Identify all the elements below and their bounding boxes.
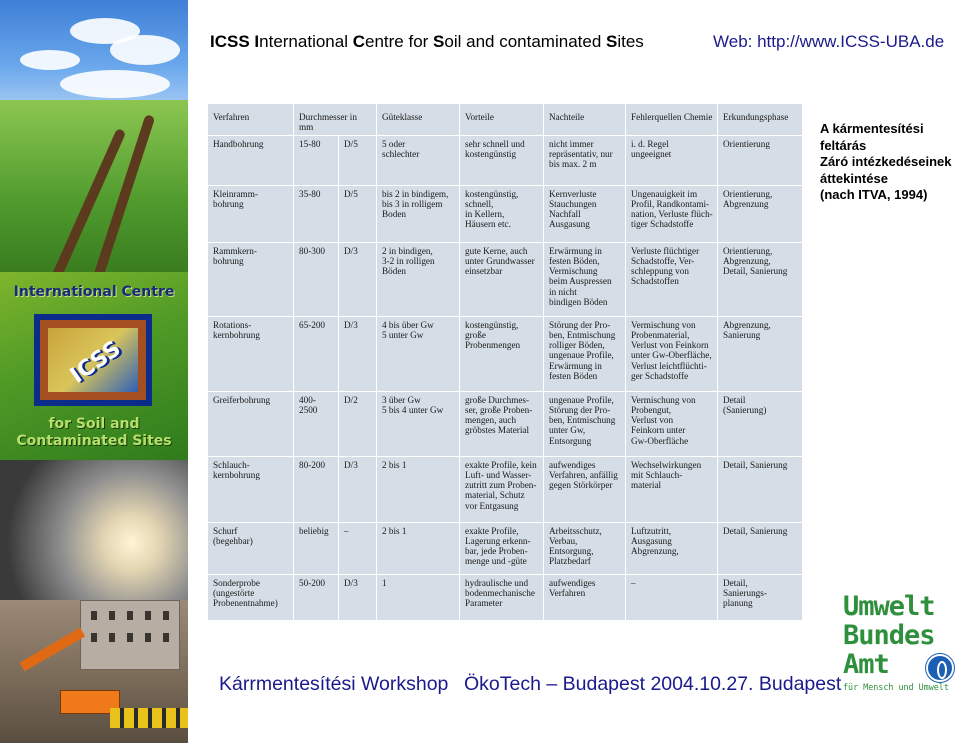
table-cell: 2 in bindigen, 3-2 in rolligen Böden <box>377 242 460 316</box>
table-cell: Detail, Sanierung <box>718 456 803 522</box>
table-cell: bis 2 in bindigem, bis 3 in rolligem Boden <box>377 185 460 242</box>
table-cell: kostengünstig, große Probenmengen <box>460 316 544 391</box>
table-cell: D/3 <box>339 574 377 625</box>
logo-text-top: International Centre <box>13 284 175 300</box>
table-cell: 2 bis 1 <box>377 456 460 522</box>
table-cell: hydraulische und bodenmechanische Parameter <box>460 574 544 625</box>
table-cell: 5 oder schlechter <box>377 135 460 185</box>
table-cell: ungenaue Profile, Störung der Pro- ben, Entmischung unter Gw, Entsorgung <box>544 391 626 456</box>
table-cell: 2 bis 1 <box>377 522 460 574</box>
table-cell: Handbohrung <box>208 135 294 185</box>
globe-icon <box>926 654 954 682</box>
column-header: Vorteile <box>460 104 544 136</box>
column-header: Nachteile <box>544 104 626 136</box>
table-row <box>208 456 803 522</box>
table-cell: Kleinramm- bohrung <box>208 185 294 242</box>
column-header: Verfahren <box>208 104 294 136</box>
table-cell: i. d. Regel ungeeignet <box>626 135 718 185</box>
table-cell: kostengünstig, schnell, in Kellern, Häusern etc. <box>460 185 544 242</box>
table-row <box>208 316 803 391</box>
table-cell: nicht immer repräsentativ, nur bis max. 2 m <box>544 135 626 185</box>
table-cell: exakte Profile, kein Luft- und Wasser- zutritt zum Proben- material, Schutz vor Entgasung <box>460 456 544 522</box>
table-cell: 15-80 <box>294 135 339 185</box>
table-cell: 65-200 <box>294 316 339 391</box>
table-row <box>208 391 803 456</box>
column-header: Güteklasse <box>377 104 460 136</box>
table-cell: Erwärmung in festen Böden, Vermischung beim Auspressen in nicht bindigen Böden <box>544 242 626 316</box>
table-cell: Luftzutritt, Ausgasung Abgrenzung, <box>626 522 718 574</box>
footer-event: ÖkoTech – Budapest 2004.10.27. Budapest <box>464 673 842 695</box>
table-cell: 35-80 <box>294 185 339 242</box>
table-row <box>208 574 803 625</box>
table-row <box>208 522 803 574</box>
table-cell: – <box>339 522 377 574</box>
table-cell: Orientierung, Abgrenzung, Detail, Sanierung <box>718 242 803 316</box>
table-cell: Schlauch- kernbohrung <box>208 456 294 522</box>
page-title: ICSS International Centre for Soil and contaminated Sites <box>210 32 644 51</box>
table-cell: Detail, Sanierungs- planung <box>718 574 803 625</box>
logo-text-bottom: for Soil and Contaminated Sites <box>16 416 172 449</box>
table-cell: Orientierung <box>718 135 803 185</box>
web-link[interactable]: Web: http://www.ICSS-UBA.de <box>713 32 945 51</box>
column-header: Durchmesser in mm <box>294 104 377 136</box>
table-cell: D/5 <box>339 185 377 242</box>
table-cell: Wechselwirkungen mit Schlauch- material <box>626 456 718 522</box>
table-cell: große Durchmes- ser, große Proben- mengen, auch gröbstes Material <box>460 391 544 456</box>
table-cell: Schurf (begehbar) <box>208 522 294 574</box>
table-row <box>208 135 803 185</box>
drilling-methods-table <box>207 103 802 620</box>
table-cell: 3 über Gw 5 bis 4 unter Gw <box>377 391 460 456</box>
table-cell: Orientierung, Abgrenzung <box>718 185 803 242</box>
table-cell: Rammkern- bohrung <box>208 242 294 316</box>
table-cell: 1 <box>377 574 460 625</box>
table-cell: Abgrenzung, Sanierung <box>718 316 803 391</box>
table-row <box>208 242 803 316</box>
table-cell: D/3 <box>339 242 377 316</box>
table-cell: beliebig <box>294 522 339 574</box>
table-cell: Sonderprobe (ungestörte Probenentnahme) <box>208 574 294 625</box>
sun-clouds-photo <box>0 460 188 610</box>
table-cell: Greiferbohrung <box>208 391 294 456</box>
table-row <box>208 185 803 242</box>
left-photo-strip <box>0 0 188 743</box>
table-cell: Störung der Pro- ben, Entmischung rolliger Böden, ungenaue Profile, Erwärmung in festen Böden <box>544 316 626 391</box>
table-cell: D/3 <box>339 316 377 391</box>
table-cell: 50-200 <box>294 574 339 625</box>
table-cell: Vermischung von Probengut, Verlust von Feinkorn unter Gw-Oberfläche <box>626 391 718 456</box>
table-cell: Arbeitsschutz, Verbau, Entsorgung, Platzbedarf <box>544 522 626 574</box>
table-cell: Detail (Sanierung) <box>718 391 803 456</box>
table-cell: 80-300 <box>294 242 339 316</box>
table-cell: D/5 <box>339 135 377 185</box>
icss-logo <box>0 272 188 460</box>
umweltbundesamt-logo: Umwelt Bundes Amt für Mensch und Umwelt <box>843 593 958 693</box>
table-cell: – <box>626 574 718 625</box>
table-header-row <box>208 104 803 136</box>
table-cell: 400-2500 <box>294 391 339 456</box>
logo-center-text: ICSS <box>65 336 126 389</box>
table-cell: Verluste flüchtiger Schadstoffe, Ver- schleppung von Schadstoffen <box>626 242 718 316</box>
field-photo <box>0 100 188 272</box>
table-cell: aufwendiges Verfahren, anfällig gegen Störkörper <box>544 456 626 522</box>
table-cell: 4 bis über Gw 5 unter Gw <box>377 316 460 391</box>
column-header: Erkundungsphase <box>718 104 803 136</box>
table-cell: Detail, Sanierung <box>718 522 803 574</box>
table-cell: Vermischung von Probenmaterial, Verlust von Feinkorn unter Gw-Oberfläche, Verlust leichtflüchti- ger Schadstoffe <box>626 316 718 391</box>
column-header: Fehlerquellen Chemie <box>626 104 718 136</box>
table-cell: gute Kerne, auch unter Grundwasser einsetzbar <box>460 242 544 316</box>
table-cell: Kernverluste Stauchungen Nachfall Ausgasung <box>544 185 626 242</box>
sky-photo <box>0 0 188 110</box>
table-cell: D/2 <box>339 391 377 456</box>
table-cell: exakte Profile, Lagerung erkenn- bar, jede Proben- menge und -güte <box>460 522 544 574</box>
logo-frame <box>34 314 152 406</box>
slide-description: A kármentesítési feltárás Záró intézkedéseinek áttekintése (nach ITVA, 1994) <box>820 121 952 202</box>
footer-workshop: Kárrmentesítési Workshop <box>219 673 449 695</box>
table-cell: Rotations- kernbohrung <box>208 316 294 391</box>
table-cell: Ungenauigkeit im Profil, Randkontami- nation, Verluste flüch- tiger Schadstoffe <box>626 185 718 242</box>
table-cell: D/3 <box>339 456 377 522</box>
table-cell: aufwendiges Verfahren <box>544 574 626 625</box>
table-cell: sehr schnell und kostengünstig <box>460 135 544 185</box>
table-cell: 80-200 <box>294 456 339 522</box>
